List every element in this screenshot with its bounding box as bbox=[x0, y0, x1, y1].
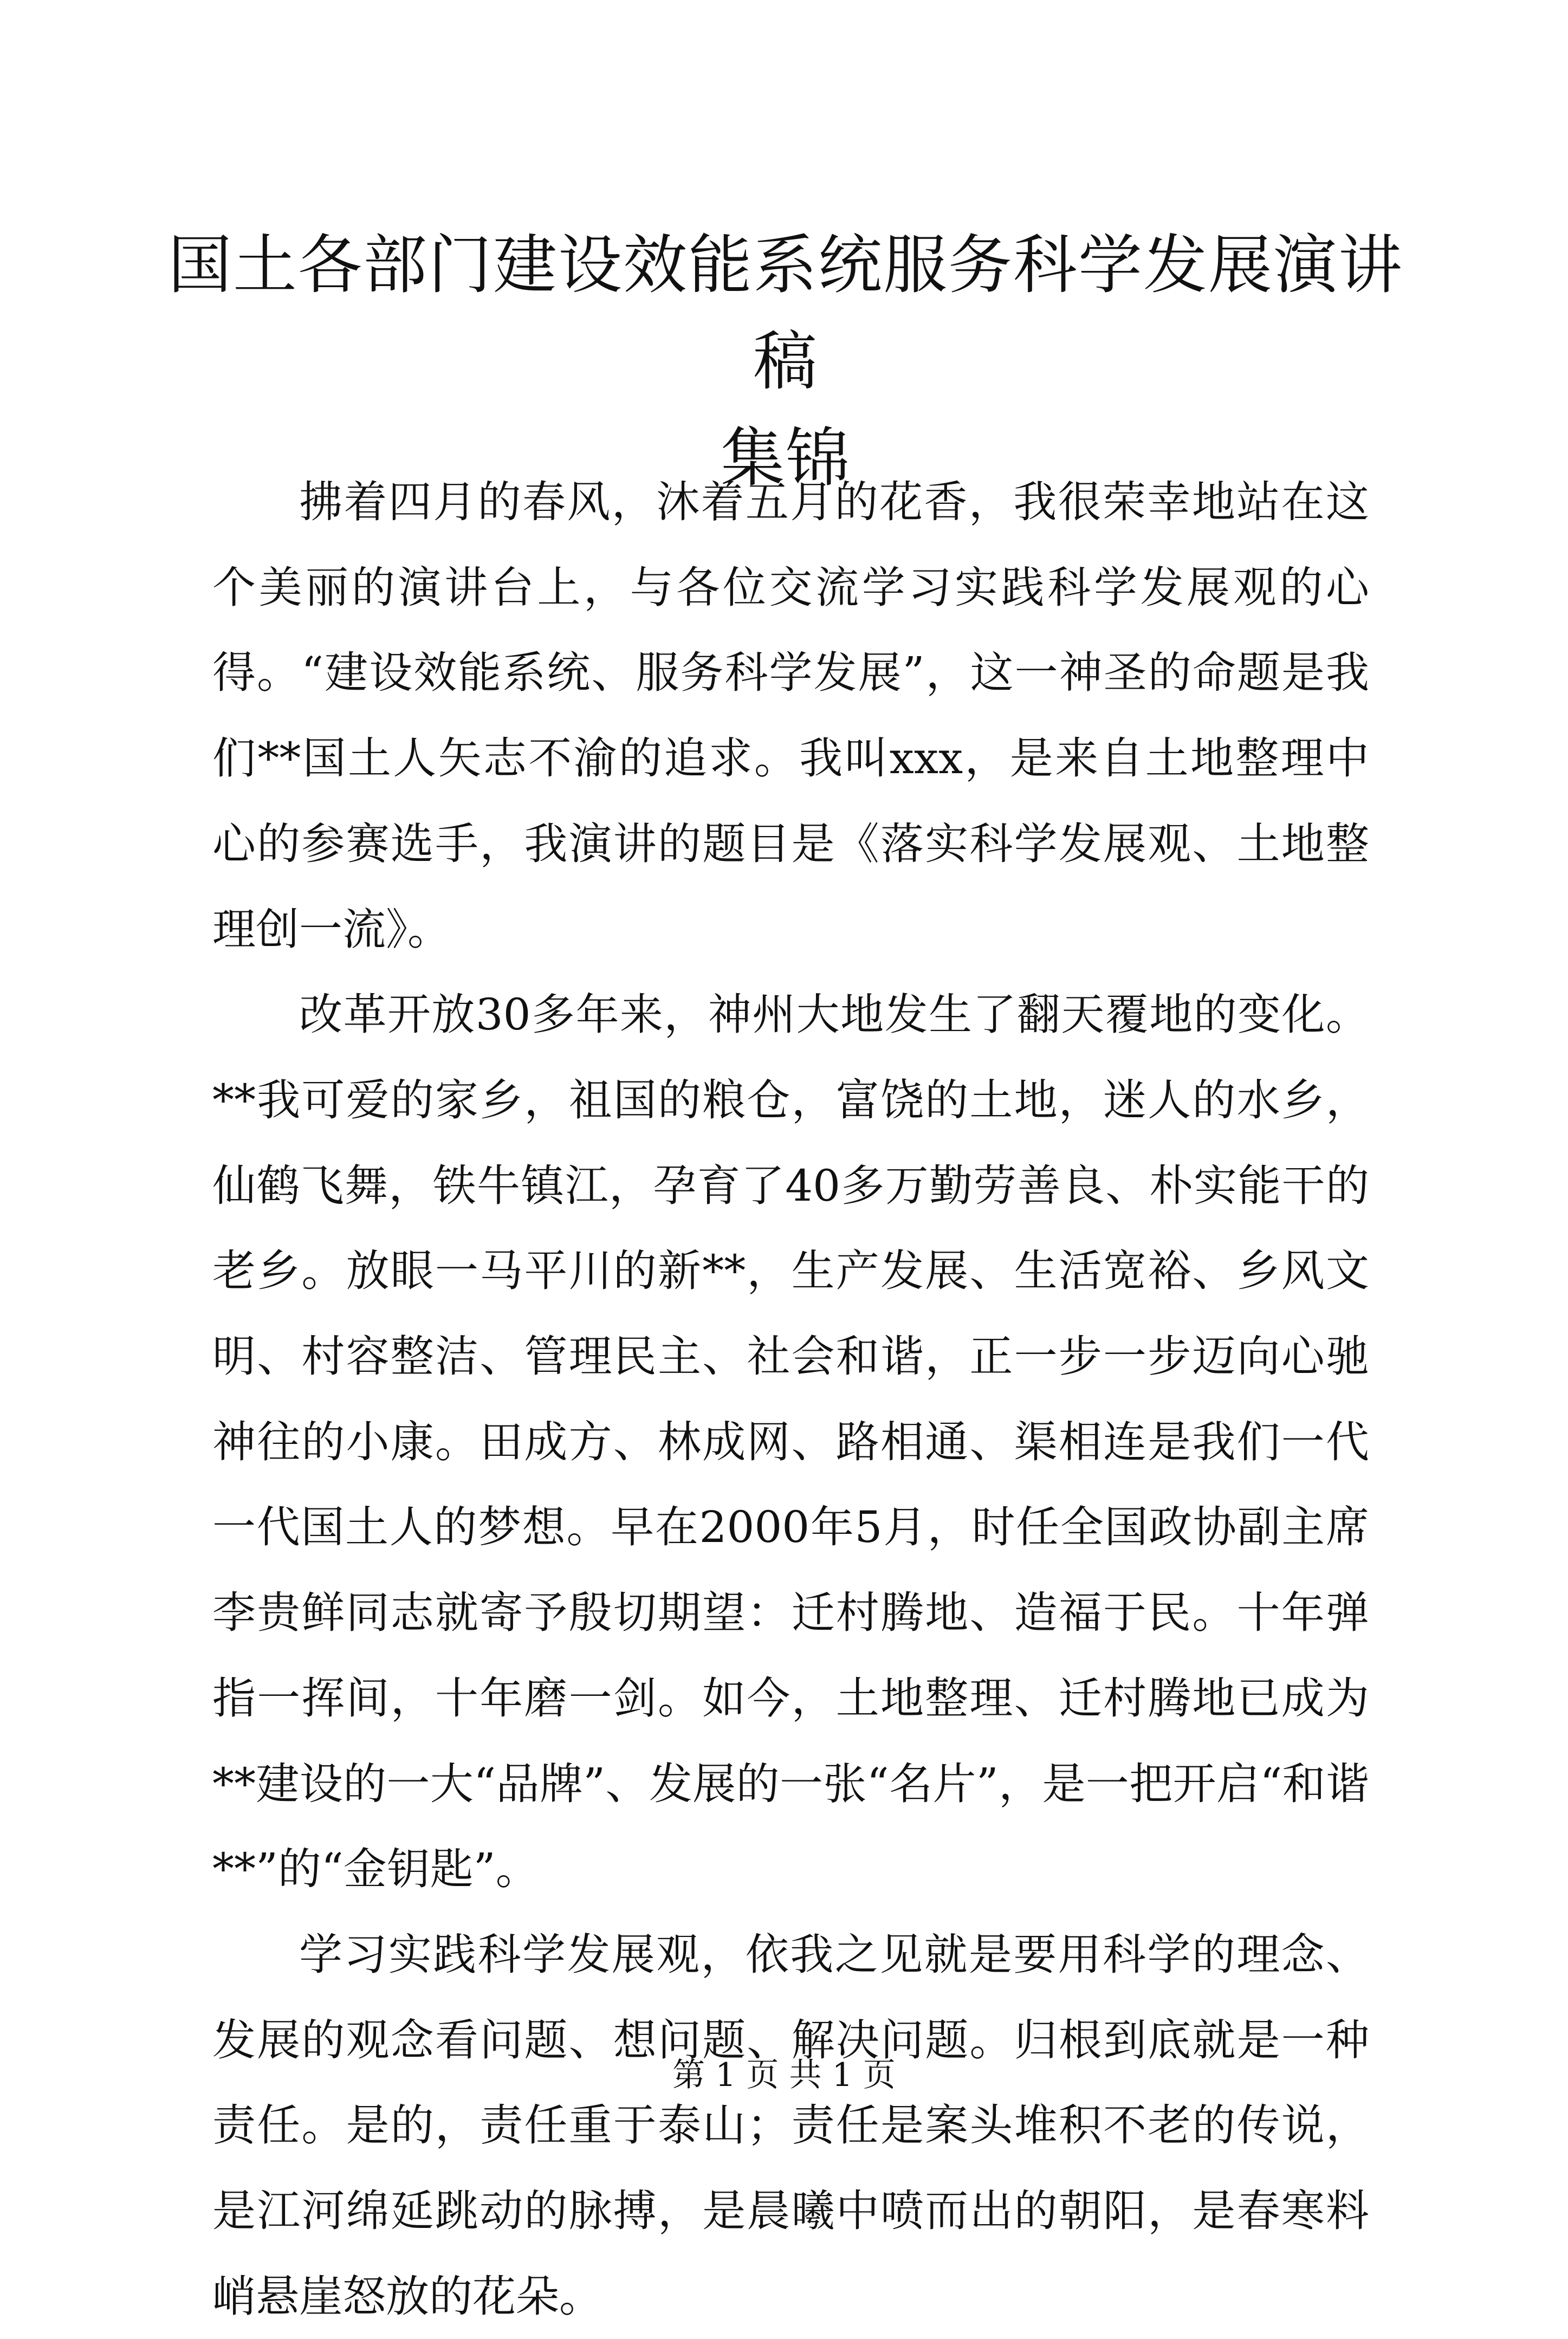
paragraph-1: 拂着四月的春风，沐着五月的花香，我很荣幸地站在这个美丽的演讲台上，与各位交流学习实践科学发展观的心得。“建设效能系统、服务科学发展”，这一神圣的命题是我们**国土人矢志不渝的追求。我叫xxx，是来自土地整理中心的参赛选手，我演讲的题目是《落实科学发展观、土地整理创一流》。 bbox=[212, 477, 1369, 955]
title-line-1: 国土各部门建设效能系统服务科学发展演讲稿 bbox=[167, 228, 1403, 399]
paragraph-3: 学习实践科学发展观，依我之见就是要用科学的理念、发展的观念看问题、想问题、解决问题。归根到底就是一种责任。是的，责任重于泰山；责任是案头堆积不老的传说，是江河绵延跳动的脉搏，是晨曦中喷而出的朝阳，是春寒料峭悬崖怒放的花朵。 bbox=[212, 1929, 1369, 2322]
page-footer: 第 1 页 共 1 页 bbox=[672, 2056, 896, 2094]
title-line-2: 集锦 bbox=[720, 420, 851, 495]
paragraph-2: 改革开放30多年来，神州大地发生了翻天覆地的变化。**我可爱的家乡，祖国的粮仓，富饶的土地，迷人的水乡，仙鹤飞舞，铁牛镇江，孕育了40多万勤劳善良、朴实能干的老乡。放眼一马平川的新**，生产发展、生活宽裕、乡风文明、村容整洁、管理民主、社会和谐，正一步一步迈向心驰神往的小康。田成方、林成网、路相通、渠相连是我们一代一代国土人的梦想。早在2000年5月，时任全国政协副主席李贵鲜同志就寄予殷切期望：迁村腾地、造福于民。十年弹指一挥间，十年磨一剑。如今，土地整理、迁村腾地已成为**建设的一大“品牌”、发展的一张“名片”，是一把开启“和谐**”的“金钥匙”。 bbox=[212, 989, 1369, 1895]
